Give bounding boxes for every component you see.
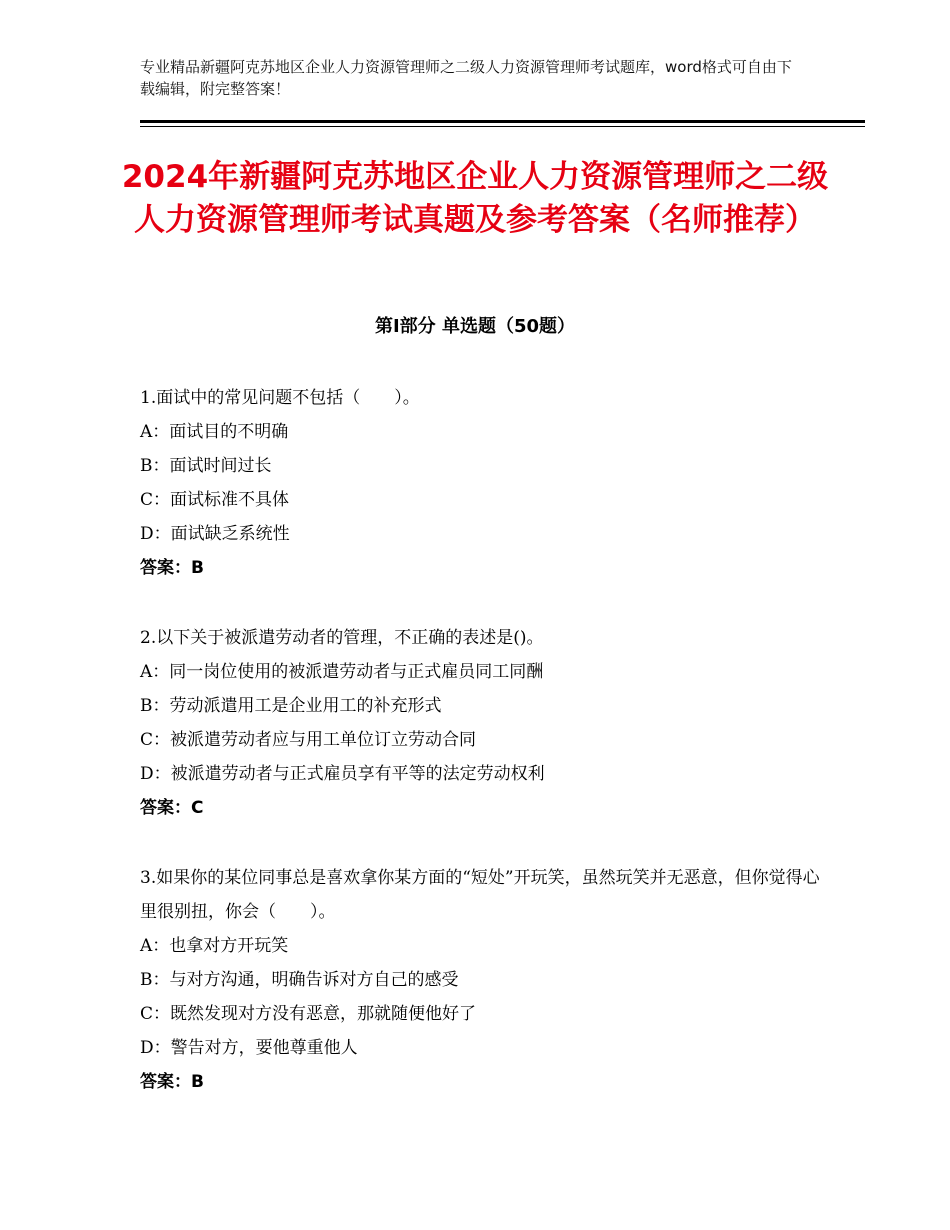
answer: 答案：C [140, 798, 204, 818]
document-title: 2024年新疆阿克苏地区企业人力资源管理师之二级人力资源管理师考试真题及参考答案（名师推荐） [121, 159, 829, 238]
section-title: 第Ⅰ部分 单选题（50题） [374, 316, 575, 337]
question-2 [140, 621, 820, 825]
option-a: A：也拿对方开玩笑 [140, 936, 289, 956]
header-note: 专业精品新疆阿克苏地区企业人力资源管理师之二级人力资源管理师考试题库，word格式可自由下载编辑，附完整答案！ [140, 58, 792, 98]
option-c: C：面试标准不具体 [140, 490, 290, 510]
option-a: A：同一岗位使用的被派遣劳动者与正式雇员同工同酬 [140, 662, 544, 682]
option-d: D：面试缺乏系统性 [140, 524, 290, 544]
question-3 [140, 861, 820, 1099]
option-b: B：与对方沟通，明确告诉对方自己的感受 [140, 970, 459, 990]
question-stem: 1.面试中的常见问题不包括（ ）。 [140, 388, 420, 408]
question-stem: 3.如果你的某位同事总是喜欢拿你某方面的“短处”开玩笑，虽然玩笑并无恶意，但你觉得心里很别扭，你会（ ）。 [140, 868, 820, 922]
question-list [140, 381, 820, 1135]
question-1 [140, 381, 820, 585]
answer: 答案：B [140, 558, 204, 578]
header-rule-thick [140, 120, 865, 123]
question-stem: 2.以下关于被派遣劳动者的管理，不正确的表述是()。 [140, 628, 544, 648]
answer: 答案：B [140, 1072, 204, 1092]
option-d: D：警告对方，要他尊重他人 [140, 1038, 358, 1058]
option-b: B：劳动派遣用工是企业用工的补充形式 [140, 696, 442, 716]
option-d: D：被派遣劳动者与正式雇员享有平等的法定劳动权利 [140, 764, 545, 784]
header-rule-thin [140, 126, 865, 127]
option-c: C：既然发现对方没有恶意，那就随便他好了 [140, 1004, 477, 1024]
option-b: B：面试时间过长 [140, 456, 272, 476]
option-c: C：被派遣劳动者应与用工单位订立劳动合同 [140, 730, 477, 750]
option-a: A：面试目的不明确 [140, 422, 289, 442]
